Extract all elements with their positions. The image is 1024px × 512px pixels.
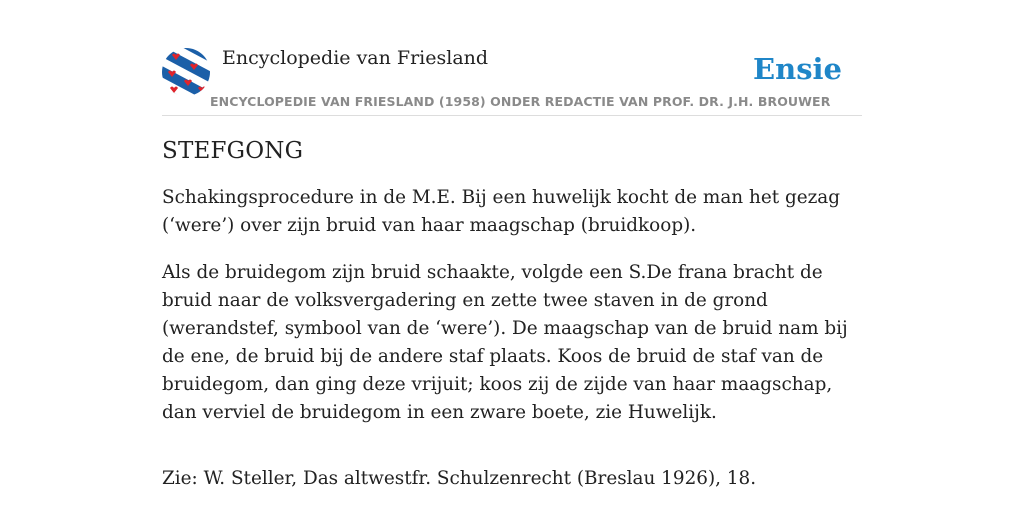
ensie-brand-logo[interactable]: Ensie <box>753 52 842 86</box>
site-header <box>162 44 862 116</box>
entry-title: STEFGONG <box>162 138 304 164</box>
article-reference: Zie: W. Steller, Das altwestfr. Schulzenrecht (Breslau 1926), 18. <box>162 468 757 489</box>
article-paragraph: Schakingsprocedure in de M.E. Bij een huwelijk kocht de man het gezag (‘were’) over zijn bruid van haar maagschap (bruidkoop). <box>162 187 841 236</box>
header-divider <box>162 115 862 116</box>
site-subtitle: ENCYCLOPEDIE VAN FRIESLAND (1958) ONDER REDACTIE VAN PROF. DR. J.H. BROUWER <box>210 94 831 109</box>
article-content <box>162 138 862 512</box>
article-paragraph: Als de bruidegom zijn bruid schaakte, volgde een S.De frana bracht de bruid naar de volksvergadering en zette twee staven in de grond (werandstef, symbool van de ‘were’). De maagschap van de bruid nam bij de ene, de bruid bij de andere staf plaats. Koos de bruid de staf van de bruidegom, dan ging deze vrijuit; koos zij de zijde van haar maagschap, dan verviel de bruidegom in een zware boete, zie Huwelijk. <box>162 262 848 423</box>
site-title[interactable]: Encyclopedie van Friesland <box>222 47 489 69</box>
frisian-flag-logo-icon[interactable] <box>162 48 210 96</box>
